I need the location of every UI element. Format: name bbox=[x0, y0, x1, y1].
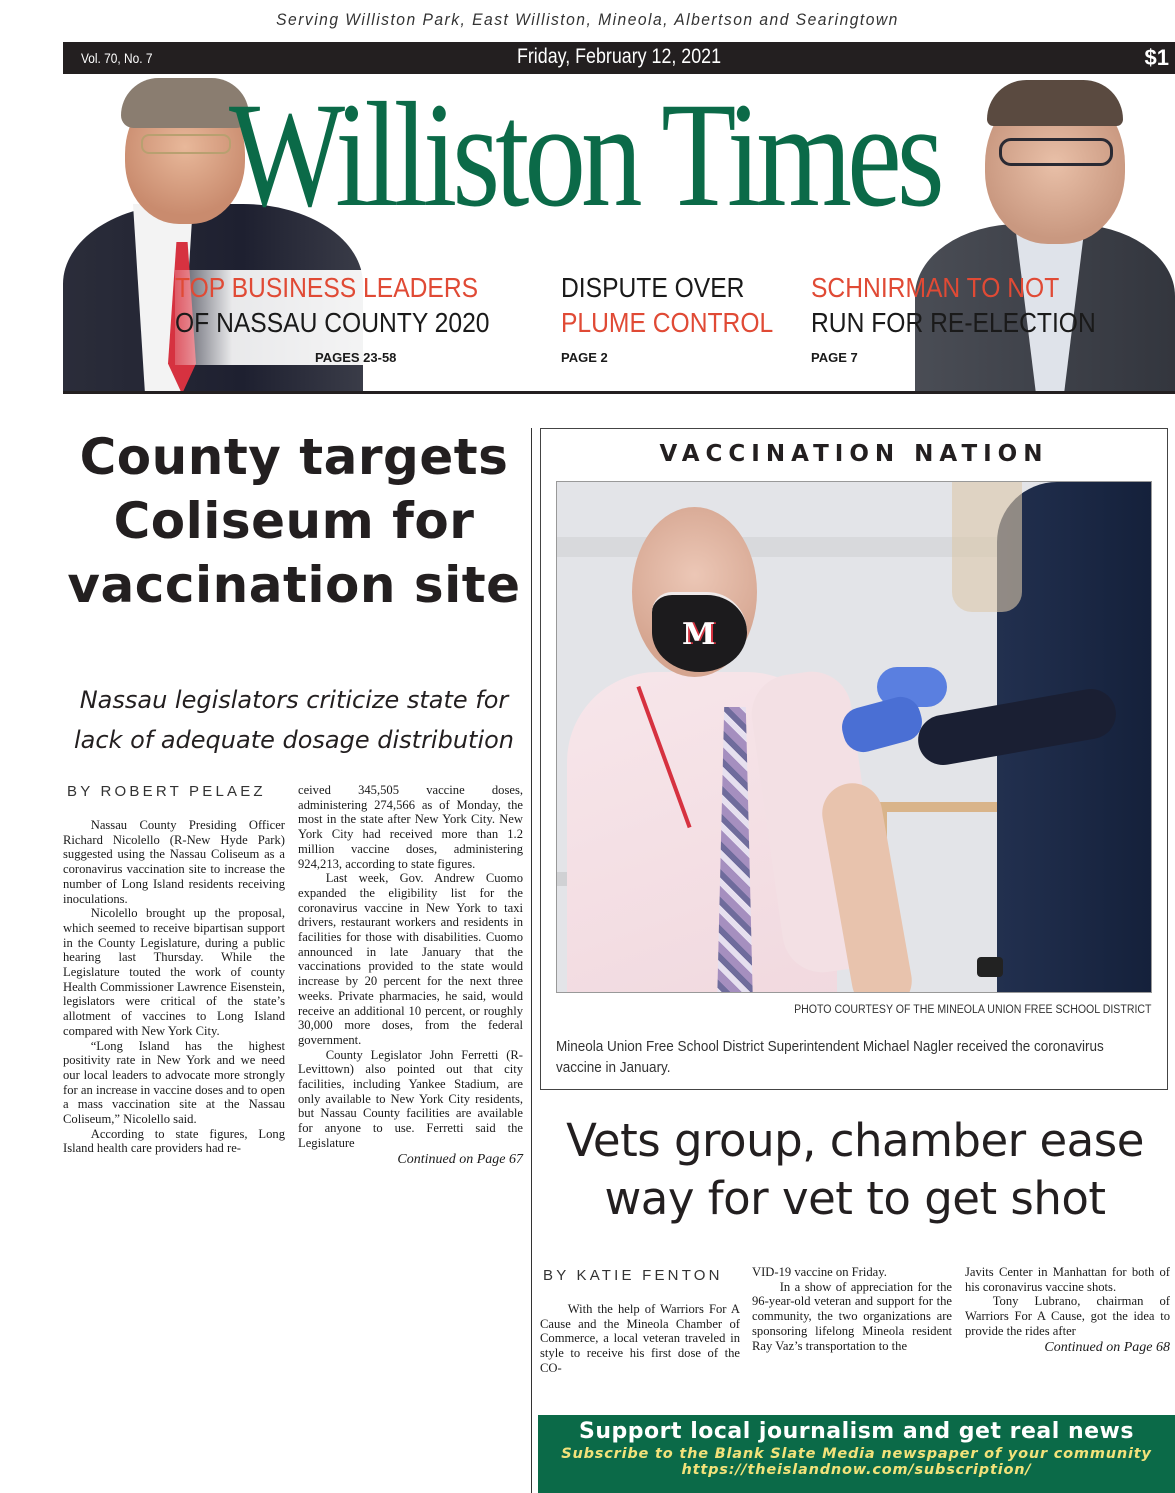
lead-body-column-2 bbox=[298, 783, 523, 1169]
dateline-bar bbox=[63, 42, 1175, 74]
paragraph: In a show of appreciation for the 96-year-old veteran and support for the community, the two organizations are sponsoring lifelong Mineola resident Ray Vaz’s transportation to the bbox=[752, 1279, 952, 1353]
vets-body-column-3 bbox=[965, 1265, 1170, 1357]
paragraph: Nicolello brought up the proposal, which seemed to receive bipartisan support in the County Legislature, during a public hearing last Thursday. While the Legislature touted the work of county Health Commissioner Lawrence Eisenstein, legislators were critical of the state’s allotment of vaccines to Long Island compared with New York City. bbox=[63, 906, 285, 1038]
teaser-plume-control[interactable] bbox=[561, 270, 801, 365]
headline-line: Coliseum for bbox=[113, 492, 475, 550]
teaser-page: PAGE 7 bbox=[811, 350, 858, 365]
paragraph: Last week, Gov. Andrew Cuomo expanded the eligibility list for the coronavirus vaccine in New York to taxi drivers, restaurant workers and residents in facilities for those with disabilities. Cuomo announced in late January that the vaccinations provided to the state would increase by 20 percent for the next three weeks. Private pharmacies, he said, would receive an additional 10 percent, or roughly 30,000 more doses, from the federal government. bbox=[298, 871, 523, 1047]
lead-byline: BY ROBERT PELAEZ bbox=[67, 783, 266, 800]
teaser-line: OF NASSAU COUNTY 2020 bbox=[175, 307, 490, 338]
teaser-line: PLUME CONTROL bbox=[561, 307, 774, 338]
deck-line: Nassau legislators criticize state for bbox=[79, 686, 509, 714]
paragraph: Javits Center in Manhattan for both of his coronavirus vaccine shots. bbox=[965, 1265, 1170, 1294]
lead-deck bbox=[63, 680, 525, 760]
vets-body-column-2 bbox=[752, 1265, 952, 1353]
masthead bbox=[63, 74, 1175, 394]
paragraph: County Legislator John Ferretti (R-Levittown) also pointed out that city facilities, including Yankee Stadium, are only available to New York City residents, but Nassau County facilities are available for anyone to use. Ferretti said the Legislature bbox=[298, 1047, 523, 1150]
subscription-promo[interactable] bbox=[538, 1415, 1175, 1493]
vaccination-photo-box bbox=[540, 428, 1168, 1090]
newspaper-logo: Williston Times bbox=[229, 74, 940, 238]
continued-link[interactable]: Continued on Page 67 bbox=[397, 1151, 523, 1167]
teaser-page: PAGES 23-58 bbox=[315, 350, 397, 365]
vets-byline: BY KATIE FENTON bbox=[543, 1267, 723, 1284]
headline-line: way for vet to get shot bbox=[604, 1172, 1106, 1225]
paragraph: ceived 345,505 vaccine doses, administering 274,566 as of Monday, the most in the state after New York City. New York City had received more than 1.2 million vaccine doses, administering 924,213, according to state figures. bbox=[298, 783, 523, 871]
promo-subline: Subscribe to the Blank Slate Media newspaper of your community bbox=[561, 1446, 1152, 1462]
paragraph: “Long Island has the highest positivity rate in New York and we need our local leaders to advocate more strongly for an increase in vaccine doses and to open a mass vaccination site at the Nassau Coliseum,” Nicolello said. bbox=[63, 1038, 285, 1127]
vets-body-column-1 bbox=[540, 1302, 740, 1376]
paragraph: VID-19 vaccine on Friday. bbox=[752, 1265, 887, 1279]
column-divider bbox=[531, 428, 532, 1493]
teaser-line: TOP BUSINESS LEADERS bbox=[175, 272, 479, 303]
teaser-line: RUN FOR RE-ELECTION bbox=[811, 307, 1096, 338]
paragraph: Tony Lubrano, chairman of Warriors For A Cause, got the idea to provide the rides after bbox=[965, 1294, 1170, 1338]
deck-line: lack of adequate dosage distribution bbox=[73, 726, 515, 754]
photo-box-title: VACCINATION NATION bbox=[659, 441, 1049, 467]
paragraph: Nassau County Presiding Officer Richard Nicolello (R-New Hyde Park) suggested using the Nassau Coliseum as a coronavirus vaccination site to increase the number of Long Island residents receiving inoculations. bbox=[63, 818, 285, 906]
price: $1 bbox=[1144, 45, 1169, 70]
teaser-page: PAGE 2 bbox=[561, 350, 608, 365]
vaccination-photo: M bbox=[556, 481, 1152, 993]
photo-credit: PHOTO COURTESY OF THE MINEOLA UNION FREE SCHOOL DISTRICT bbox=[794, 1004, 1152, 1016]
lead-headline[interactable] bbox=[63, 425, 525, 617]
headline-line: vaccination site bbox=[67, 556, 521, 614]
paragraph: According to state figures, Long Island health care providers had re- bbox=[63, 1126, 285, 1156]
teaser-business-leaders[interactable] bbox=[175, 270, 555, 365]
volume-number: Vol. 70, No. 7 bbox=[81, 50, 153, 66]
continued-link[interactable]: Continued on Page 68 bbox=[1044, 1339, 1170, 1355]
tagline: Serving Williston Park, East Williston, Mineola, Albertson and Searingtown bbox=[276, 10, 899, 29]
teaser-schnirman[interactable] bbox=[811, 270, 1111, 365]
promo-url[interactable]: https://theislandnow.com/subscription/ bbox=[681, 1462, 1032, 1478]
issue-date: Friday, February 12, 2021 bbox=[516, 45, 722, 68]
teaser-line: DISPUTE OVER bbox=[561, 272, 745, 303]
lead-body-column-1 bbox=[63, 818, 285, 1156]
headline-line: Vets group, chamber ease bbox=[566, 1114, 1144, 1167]
paragraph: With the help of Warriors For A Cause and the Mineola Chamber of Commerce, a local veteran traveled in style to receive his first dose of the CO- bbox=[540, 1302, 740, 1375]
vets-headline[interactable] bbox=[540, 1112, 1170, 1228]
teaser-line: SCHNIRMAN TO NOT bbox=[811, 272, 1060, 303]
headline-line: County targets bbox=[79, 428, 509, 486]
promo-headline: Support local journalism and get real news bbox=[579, 1419, 1134, 1444]
photo-caption: Mineola Union Free School District Superintendent Michael Nagler received the coronavirus vaccine in January. bbox=[556, 1038, 1104, 1076]
